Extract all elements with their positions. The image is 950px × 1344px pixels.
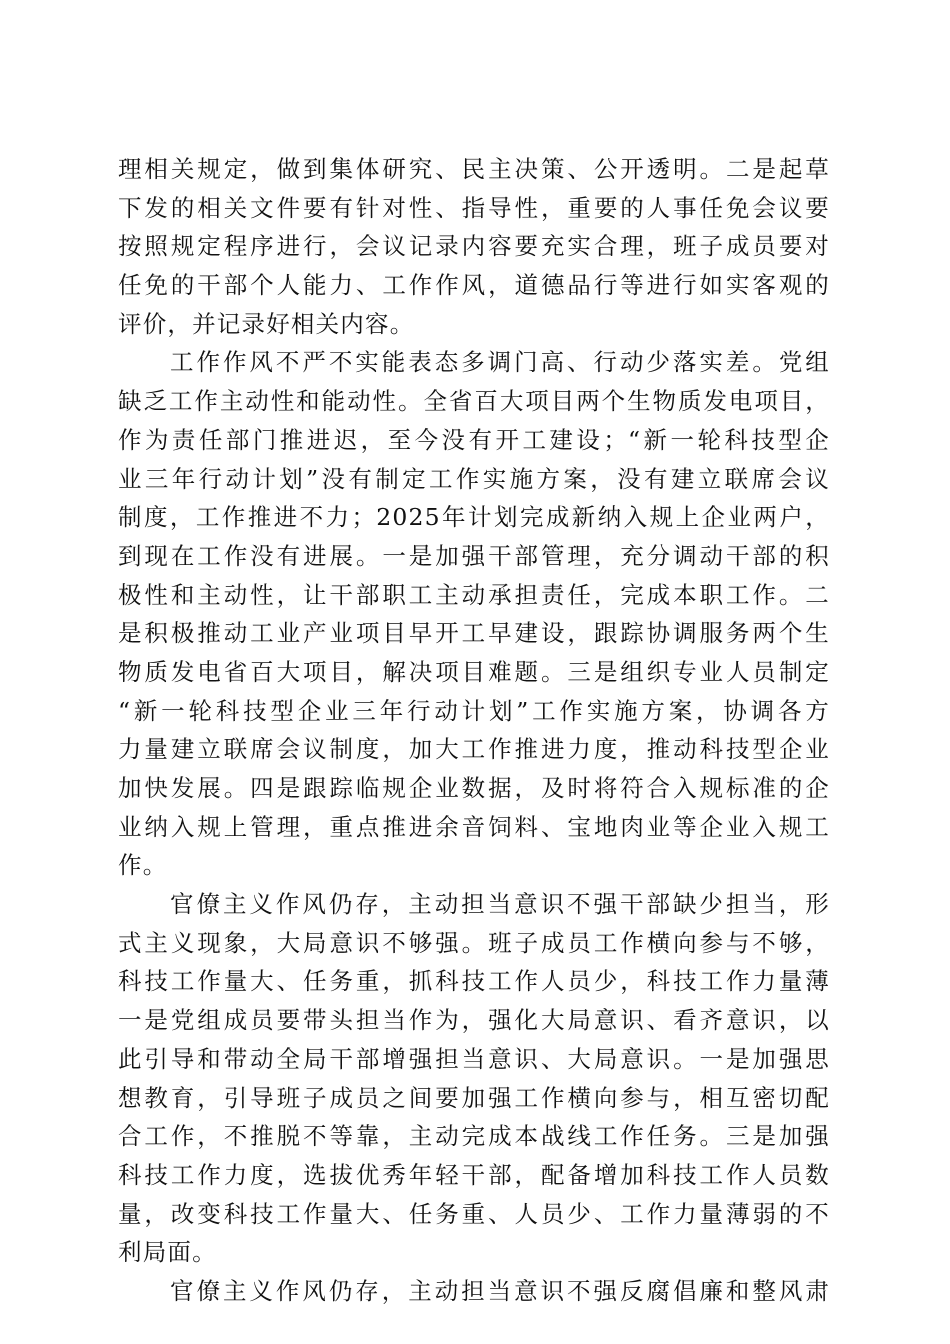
text-line: 科技工作量大、任务重，抓科技工作人员少，科技工作力量薄 xyxy=(118,967,830,996)
text-line: “新一轮科技型企业三年行动计划”工作实施方案，协调各方 xyxy=(118,696,830,725)
text-line: 理相关规定，做到集体研究、民主决策、公开透明。二是起草 xyxy=(118,155,830,183)
text-line: 下发的相关文件要有针对性、指导性，重要的人事任免会议要 xyxy=(118,193,830,222)
text-line: 作为责任部门推进迟，至今没有开工建设；“新一轮科技型企 xyxy=(118,425,830,454)
text-line: 按照规定程序进行，会议记录内容要充实合理，班子成员要对 xyxy=(118,232,830,261)
text-line: 科技工作力度，选拔优秀年轻干部，配备增加科技工作人员数 xyxy=(118,1160,830,1189)
text-line: 评价，并记录好相关内容。 xyxy=(118,309,415,338)
text-line: 极性和主动性，让干部职工主动承担责任，完成本职工作。二 xyxy=(118,580,830,609)
text-line: 加快发展。四是跟踪临规企业数据，及时将符合入规标准的企 xyxy=(118,774,830,802)
text-line: 合工作，不推脱不等靠，主动完成本战线工作任务。三是加强 xyxy=(118,1122,830,1151)
text-line: 业三年行动计划”没有制定工作实施方案，没有建立联席会议 xyxy=(118,464,830,493)
text-line: 此引导和带动全局干部增强担当意识、大局意识。一是加强思 xyxy=(118,1044,830,1073)
text-line: 到现在工作没有进展。一是加强干部管理，充分调动干部的积 xyxy=(118,541,830,570)
paragraph-start-line: 官僚主义作风仍存，主动担当意识不强反腐倡廉和整风肃 xyxy=(170,1276,830,1305)
text-line: 作。 xyxy=(118,851,168,880)
text-line: 制度，工作推进不力；2025年计划完成新纳入规上企业两户， xyxy=(118,503,830,532)
text-line: 一是党组成员要带头担当作为，强化大局意识、看齐意识，以 xyxy=(118,1006,830,1035)
text-line: 任免的干部个人能力、工作作风，道德品行等进行如实客观的 xyxy=(118,271,830,300)
paragraph-start-line: 官僚主义作风仍存，主动担当意识不强干部缺少担当，形 xyxy=(170,890,830,919)
text-line: 量，改变科技工作量大、任务重、人员少、工作力量薄弱的不 xyxy=(118,1199,830,1228)
text-line: 缺乏工作主动性和能动性。全省百大项目两个生物质发电项目， xyxy=(118,387,830,416)
text-line: 力量建立联席会议制度，加大工作推进力度，推动科技型企业 xyxy=(118,735,830,764)
document-body xyxy=(118,150,830,1311)
text-line: 业纳入规上管理，重点推进余音饲料、宝地肉业等企业入规工 xyxy=(118,812,830,841)
text-line: 物质发电省百大项目，解决项目难题。三是组织专业人员制定 xyxy=(118,657,830,686)
text-line: 利局面。 xyxy=(118,1238,217,1267)
paragraph-start-line: 工作作风不严不实能表态多调门高、行动少落实差。党组 xyxy=(170,348,830,377)
text-line: 是积极推动工业产业项目早开工早建设，跟踪协调服务两个生 xyxy=(118,619,830,648)
text-line: 想教育，引导班子成员之间要加强工作横向参与，相互密切配 xyxy=(118,1083,830,1112)
text-line: 式主义现象，大局意识不够强。班子成员工作横向参与不够， xyxy=(118,928,830,957)
